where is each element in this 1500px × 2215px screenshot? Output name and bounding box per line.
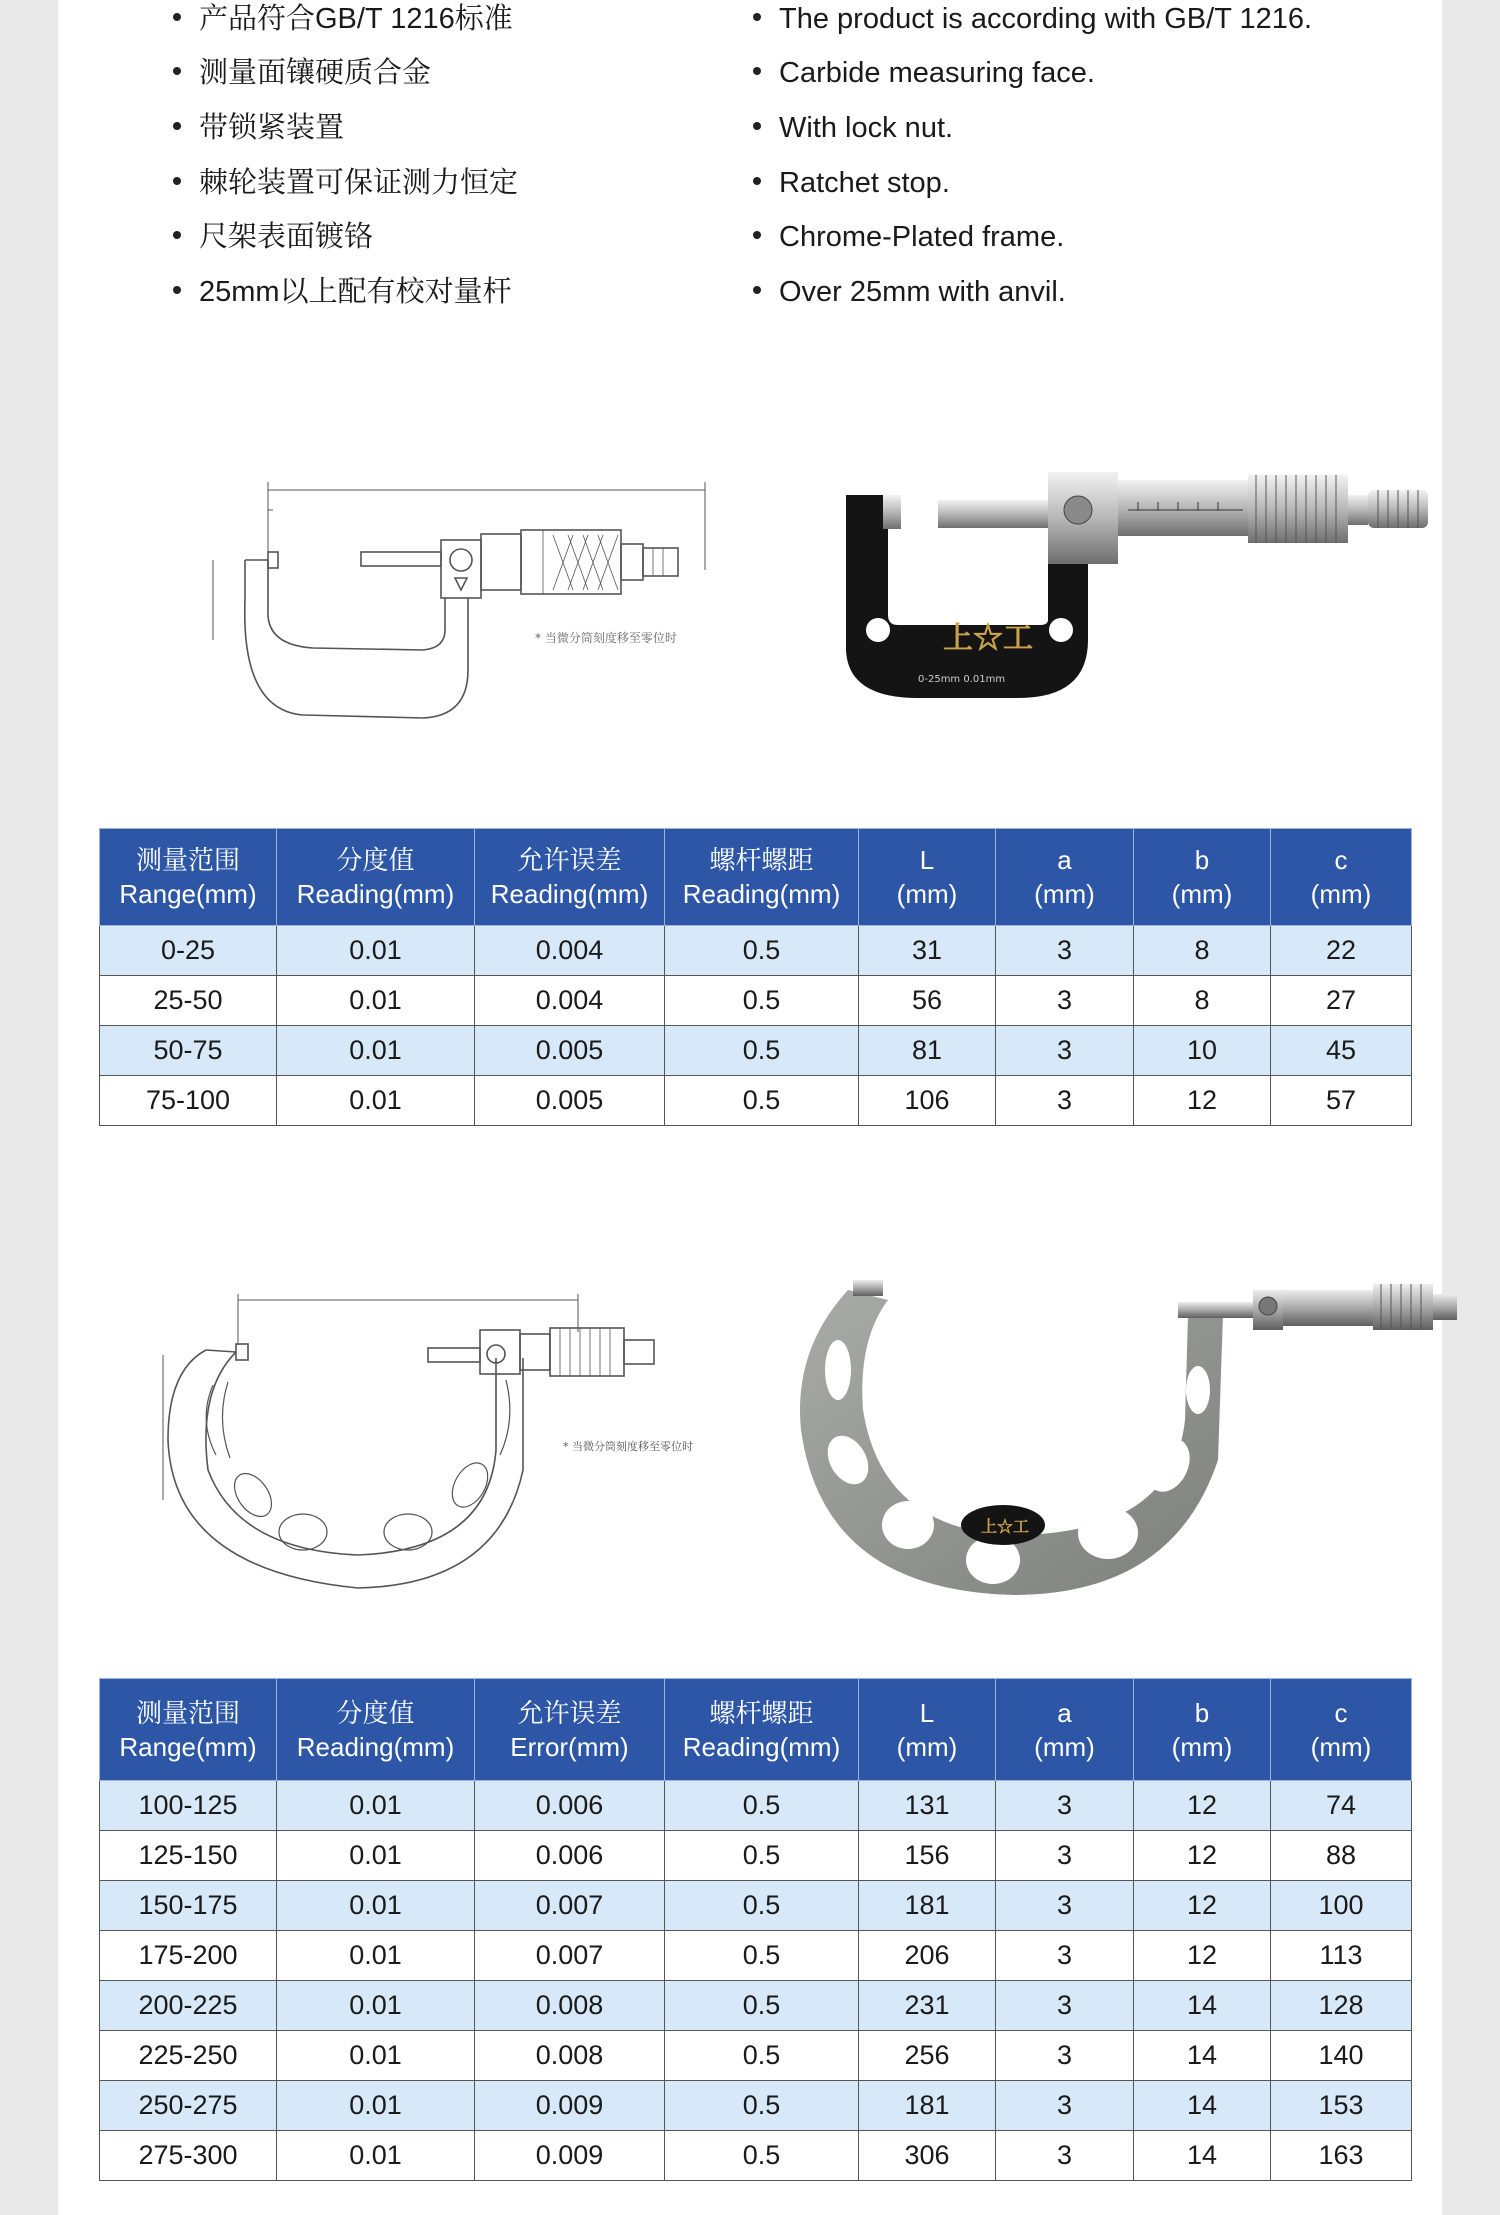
table-cell: 0.5 <box>665 1076 859 1126</box>
table-cell: 200-225 <box>100 1981 277 2031</box>
spec-table-0-100 <box>99 828 1412 1126</box>
table-cell: 50-75 <box>100 1026 277 1076</box>
feature-item: Over 25mm with anvil. <box>753 275 1066 309</box>
table-row <box>100 2081 1412 2131</box>
bullet-icon <box>173 13 181 21</box>
feature-item: With lock nut. <box>753 111 953 145</box>
bullet-icon <box>173 286 181 294</box>
table-cell: 0.008 <box>475 2031 665 2081</box>
table-cell: 0.005 <box>475 1026 665 1076</box>
table-cell: 0.5 <box>665 2031 859 2081</box>
table-cell: 0.01 <box>277 1076 475 1126</box>
table-cell: 0.01 <box>277 976 475 1026</box>
table-cell: 0.004 <box>475 926 665 976</box>
table-cell: 0.01 <box>277 1781 475 1831</box>
table-cell: 131 <box>859 1781 996 1831</box>
header-b: b (mm) <box>1134 1679 1271 1781</box>
table-cell: 14 <box>1134 1981 1271 2031</box>
table-cell: 0.009 <box>475 2131 665 2181</box>
table-cell: 45 <box>1271 1026 1412 1076</box>
table-cell: 225-250 <box>100 2031 277 2081</box>
table-header-row <box>100 829 1412 926</box>
table-cell: 0.01 <box>277 2031 475 2081</box>
table-cell: 3 <box>996 1076 1134 1126</box>
table-cell: 8 <box>1134 926 1271 976</box>
table-cell: 75-100 <box>100 1076 277 1126</box>
table-cell: 0.01 <box>277 1026 475 1076</box>
feature-item: 测量面镶硬质合金 <box>173 56 431 90</box>
table-cell: 22 <box>1271 926 1412 976</box>
table-cell: 163 <box>1271 2131 1412 2181</box>
table-cell: 3 <box>996 1026 1134 1076</box>
table-cell: 231 <box>859 1981 996 2031</box>
table-cell: 250-275 <box>100 2081 277 2131</box>
table-cell: 3 <box>996 1881 1134 1931</box>
table-cell: 0.01 <box>277 1831 475 1881</box>
brand-logo: 上☆工 <box>943 621 1033 656</box>
table-cell: 3 <box>996 2131 1134 2181</box>
table-cell: 275-300 <box>100 2131 277 2181</box>
header-l: L (mm) <box>859 829 996 926</box>
bullet-icon <box>173 67 181 75</box>
spec-table-100-300 <box>99 1678 1412 2181</box>
table-cell: 0.004 <box>475 976 665 1026</box>
table-cell: 0.5 <box>665 1881 859 1931</box>
table-cell: 140 <box>1271 2031 1412 2081</box>
micrometer-photo-svg <box>778 450 1443 710</box>
table-cell: 0.5 <box>665 1931 859 1981</box>
table-cell: 153 <box>1271 2081 1412 2131</box>
table-row <box>100 1981 1412 2031</box>
drawing-note: * 当微分筒刻度移至零位时 <box>563 1440 693 1453</box>
table-cell: 0.5 <box>665 1026 859 1076</box>
micrometer-drawing-small <box>123 460 743 750</box>
header-pitch: 螺杆螺距 Reading(mm) <box>665 1679 859 1781</box>
table-cell: 3 <box>996 2081 1134 2131</box>
header-c: c (mm) <box>1271 829 1412 926</box>
table-cell: 0.01 <box>277 1981 475 2031</box>
table-cell: 0.5 <box>665 1831 859 1881</box>
table-cell: 12 <box>1134 1931 1271 1981</box>
table-cell: 8 <box>1134 976 1271 1026</box>
table-row <box>100 1931 1412 1981</box>
header-range: 测量范围 Range(mm) <box>100 1679 277 1781</box>
table-cell: 12 <box>1134 1781 1271 1831</box>
table-cell: 0.5 <box>665 926 859 976</box>
feature-item: 25mm以上配有校对量杆 <box>173 275 512 309</box>
table-cell: 0.01 <box>277 1881 475 1931</box>
table-cell: 150-175 <box>100 1881 277 1931</box>
header-error: 允许误差 Error(mm) <box>475 1679 665 1781</box>
table-row <box>100 2131 1412 2181</box>
table-cell: 181 <box>859 2081 996 2131</box>
table-cell: 74 <box>1271 1781 1412 1831</box>
feature-item: 棘轮装置可保证测力恒定 <box>173 166 518 200</box>
table-row <box>100 1881 1412 1931</box>
feature-item: Carbide measuring face. <box>753 56 1095 90</box>
table-cell: 256 <box>859 2031 996 2081</box>
table-cell: 0.005 <box>475 1076 665 1126</box>
bullet-icon <box>753 231 761 239</box>
table-cell: 0.5 <box>665 2081 859 2131</box>
table-cell: 0.01 <box>277 2081 475 2131</box>
micrometer-drawing-large <box>98 1270 738 1610</box>
micrometer-drawing-large-svg <box>98 1270 738 1610</box>
table-cell: 181 <box>859 1881 996 1931</box>
table-cell: 128 <box>1271 1981 1412 2031</box>
table-cell: 306 <box>859 2131 996 2181</box>
bullet-icon <box>753 122 761 130</box>
header-a: a (mm) <box>996 829 1134 926</box>
frame-marking: 0-25mm 0.01mm <box>918 674 1006 685</box>
table-cell: 125-150 <box>100 1831 277 1881</box>
table-cell: 14 <box>1134 2081 1271 2131</box>
header-error: 允许误差 Reading(mm) <box>475 829 665 926</box>
table-cell: 0.5 <box>665 976 859 1026</box>
table-cell: 0.01 <box>277 926 475 976</box>
header-reading: 分度值 Reading(mm) <box>277 829 475 926</box>
feature-item: The product is according with GB/T 1216. <box>753 2 1312 36</box>
table-cell: 3 <box>996 926 1134 976</box>
table-row <box>100 1026 1412 1076</box>
table-row <box>100 1076 1412 1126</box>
header-range: 测量范围 Range(mm) <box>100 829 277 926</box>
table-cell: 100-125 <box>100 1781 277 1831</box>
table-cell: 3 <box>996 1831 1134 1881</box>
table-cell: 10 <box>1134 1026 1271 1076</box>
feature-item: Chrome-Plated frame. <box>753 220 1064 254</box>
table-cell: 0.009 <box>475 2081 665 2131</box>
table-cell: 27 <box>1271 976 1412 1026</box>
table-cell: 0.01 <box>277 2131 475 2181</box>
table-cell: 12 <box>1134 1881 1271 1931</box>
table-cell: 3 <box>996 1981 1134 2031</box>
table-cell: 0.007 <box>475 1881 665 1931</box>
drawing-note: * 当微分筒刻度移至零位时 <box>535 631 677 645</box>
brand-logo: 上☆工 <box>981 1517 1030 1536</box>
table-cell: 0.5 <box>665 1981 859 2031</box>
table-cell: 0.007 <box>475 1931 665 1981</box>
table-row <box>100 2031 1412 2081</box>
table-cell: 56 <box>859 976 996 1026</box>
table-cell: 3 <box>996 2031 1134 2081</box>
table-cell: 175-200 <box>100 1931 277 1981</box>
table-cell: 88 <box>1271 1831 1412 1881</box>
table-row <box>100 1831 1412 1881</box>
table-cell: 81 <box>859 1026 996 1076</box>
table-cell: 156 <box>859 1831 996 1881</box>
header-pitch: 螺杆螺距 Reading(mm) <box>665 829 859 926</box>
header-b: b (mm) <box>1134 829 1271 926</box>
table-cell: 3 <box>996 976 1134 1026</box>
bullet-icon <box>753 13 761 21</box>
bullet-icon <box>753 177 761 185</box>
feature-item: 带锁紧装置 <box>173 111 344 145</box>
bullet-icon <box>753 67 761 75</box>
table-cell: 0.006 <box>475 1831 665 1881</box>
table-cell: 206 <box>859 1931 996 1981</box>
micrometer-photo-large-svg <box>793 1260 1483 1620</box>
table-cell: 106 <box>859 1076 996 1126</box>
table-cell: 0.006 <box>475 1781 665 1831</box>
table-row <box>100 926 1412 976</box>
table-cell: 25-50 <box>100 976 277 1026</box>
table-cell: 3 <box>996 1781 1134 1831</box>
table-cell: 0-25 <box>100 926 277 976</box>
table-cell: 12 <box>1134 1831 1271 1881</box>
table-cell: 14 <box>1134 2131 1271 2181</box>
table-cell: 100 <box>1271 1881 1412 1931</box>
feature-item: 产品符合GB/T 1216标准 <box>173 2 513 36</box>
table-row <box>100 1781 1412 1831</box>
header-c: c (mm) <box>1271 1679 1412 1781</box>
feature-item: 尺架表面镀铬 <box>173 220 373 254</box>
bullet-icon <box>173 231 181 239</box>
product-sheet <box>58 0 1442 2215</box>
micrometer-photo-large <box>793 1260 1483 1620</box>
bullet-icon <box>173 177 181 185</box>
table-cell: 31 <box>859 926 996 976</box>
table-cell: 0.5 <box>665 2131 859 2181</box>
table-cell: 12 <box>1134 1076 1271 1126</box>
table-cell: 0.5 <box>665 1781 859 1831</box>
table-cell: 57 <box>1271 1076 1412 1126</box>
micrometer-photo-small <box>778 450 1443 710</box>
table-cell: 113 <box>1271 1931 1412 1981</box>
table-cell: 0.01 <box>277 1931 475 1981</box>
micrometer-drawing-svg <box>123 460 743 750</box>
header-l: L (mm) <box>859 1679 996 1781</box>
bullet-icon <box>753 286 761 294</box>
header-reading: 分度值 Reading(mm) <box>277 1679 475 1781</box>
bullet-icon <box>173 122 181 130</box>
table-cell: 14 <box>1134 2031 1271 2081</box>
table-cell: 3 <box>996 1931 1134 1981</box>
table-header-row <box>100 1679 1412 1781</box>
table-cell: 0.008 <box>475 1981 665 2031</box>
feature-item: Ratchet stop. <box>753 166 950 200</box>
table-row <box>100 976 1412 1026</box>
header-a: a (mm) <box>996 1679 1134 1781</box>
